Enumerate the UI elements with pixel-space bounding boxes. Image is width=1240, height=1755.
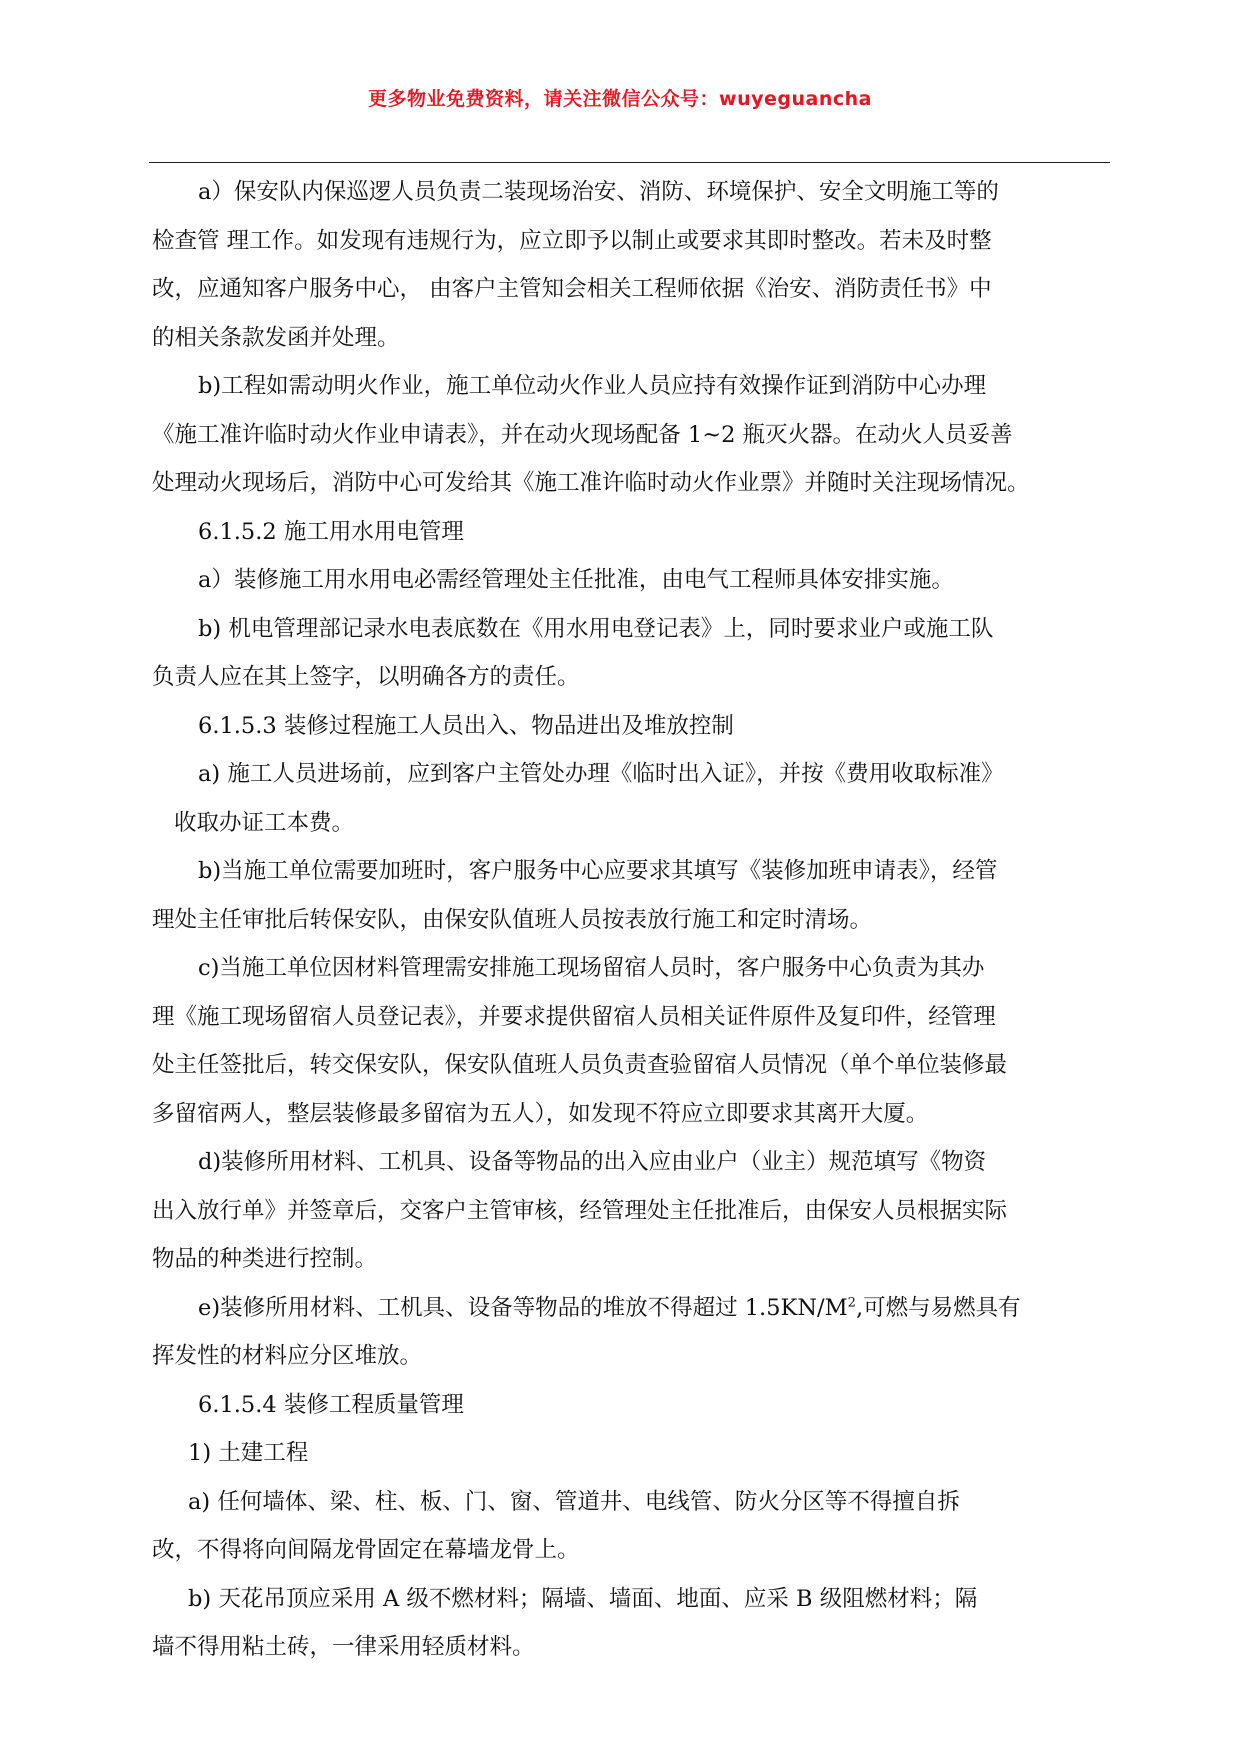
- text-line: 墙不得用粘土砖，一律采用轻质材料。: [152, 1634, 535, 1660]
- document-body: [152, 168, 1098, 1672]
- text-line: b)当施工单位需要加班时，客户服务中心应要求其填写《装修加班申请表》，经管: [198, 858, 998, 884]
- text-line: c)当施工单位因材料管理需安排施工现场留宿人员时，客户服务中心负责为其办: [198, 955, 985, 981]
- section-heading-6152: 6.1.5.2 施工用水用电管理: [198, 518, 464, 545]
- paragraph-storage-load: [152, 1284, 1098, 1381]
- promo-header-notice: 更多物业免费资料，请关注微信公众号：wuyeguancha: [368, 88, 872, 110]
- text-line: b) 天花吊顶应采用 A 级不燃材料；隔墙、墙面、地面、应采 B 级阻燃材料；隔: [188, 1585, 978, 1612]
- header-divider: [149, 162, 1110, 163]
- section-heading-6153: 6.1.5.3 装修过程施工人员出入、物品进出及堆放控制: [198, 712, 734, 739]
- subsection-heading-civil: 1) 土建工程: [188, 1440, 309, 1466]
- paragraph-overtime: [152, 847, 1098, 944]
- text-line: 理处主任审批后转保安队，由保安队值班人员按表放行施工和定时清场。: [152, 906, 873, 933]
- text-line: 出入放行单》并签章后，交客户主管审核，经管理处主任批准后，由保安人员根据实际: [152, 1197, 1008, 1224]
- text-line: 的相关条款发函并处理。: [152, 324, 400, 351]
- text-line: 检查管 理工作。如发现有违规行为，应立即予以制止或要求其即时整改。若未及时整: [152, 227, 992, 254]
- text-line: 《施工准许临时动火作业申请表》，并在动火现场配备 1~2 瓶灭火器。在动火人员妥善: [152, 421, 1013, 448]
- text-line: 处主任签批后，转交保安队，保安队值班人员负责查验留宿人员情况（单个单位装修最: [152, 1052, 1008, 1078]
- text-line: a) 施工人员进场前，应到客户主管处办理《临时出入证》，并按《费用收取标准》: [198, 761, 1004, 787]
- paragraph-water-power-approval: a）装修施工用水用电必需经管理处主任批准，由电气工程师具体安排实施。: [198, 567, 954, 593]
- text-line: 处理动火现场后，消防中心可发给其《施工准许临时动火作业票》并随时关注现场情况。: [152, 470, 1030, 496]
- paragraph-meter-record: [152, 605, 1098, 702]
- superscript: 2: [847, 1295, 856, 1310]
- text-line: b) 机电管理部记录水电表底数在《用水用电登记表》上，同时要求业户或施工队: [198, 615, 994, 642]
- text-line: 挥发性的材料应分区堆放。: [152, 1343, 423, 1369]
- paragraph-overnight-stay: [152, 944, 1098, 1138]
- text-line: [152, 1284, 1098, 1333]
- text-line: 改，不得将向间隔龙骨固定在幕墙龙骨上。: [152, 1537, 580, 1563]
- text-line: 改，应通知客户服务中心， 由客户主管知会相关工程师依据《治安、消防责任书》中: [152, 276, 992, 302]
- paragraph-structure-no-alter: [152, 1478, 1098, 1575]
- text-line: d)装修所用材料、工机具、设备等物品的出入应由业户（业主）规范填写《物资: [198, 1149, 987, 1175]
- paragraph-patrol-duties: [152, 168, 1098, 362]
- paragraph-entry-pass: [152, 750, 1098, 847]
- text-line: 物品的种类进行控制。: [152, 1246, 378, 1272]
- text-segment: ,可燃与易燃具有: [855, 1294, 1021, 1321]
- text-line: 收取办证工本费。: [174, 809, 355, 836]
- paragraph-material-release: [152, 1138, 1098, 1284]
- text-line: a) 任何墙体、梁、柱、板、门、窗、管道井、电线管、防火分区等不得擅自拆: [188, 1488, 960, 1515]
- text-line: 负责人应在其上签字，以明确各方的责任。: [152, 664, 580, 690]
- paragraph-hot-work: [152, 362, 1098, 508]
- text-line: 理《施工现场留宿人员登记表》，并要求提供留宿人员相关证件原件及复印件，经管理: [152, 1003, 996, 1030]
- section-heading-6154: 6.1.5.4 装修工程质量管理: [198, 1391, 464, 1418]
- text-line: a）保安队内保巡逻人员负责二装现场治安、消防、环境保护、安全文明施工等的: [198, 179, 999, 205]
- paragraph-ceiling-materials: [152, 1575, 1098, 1672]
- text-line: b)工程如需动明火作业，施工单位动火作业人员应持有效操作证到消防中心办理: [198, 373, 987, 399]
- text-line: 多留宿两人，整层装修最多留宿为五人），如发现不符应立即要求其离开大厦。: [152, 1100, 929, 1127]
- text-segment: e)装修所用材料、工机具、设备等物品的堆放不得超过 1.5KN/M: [198, 1294, 848, 1321]
